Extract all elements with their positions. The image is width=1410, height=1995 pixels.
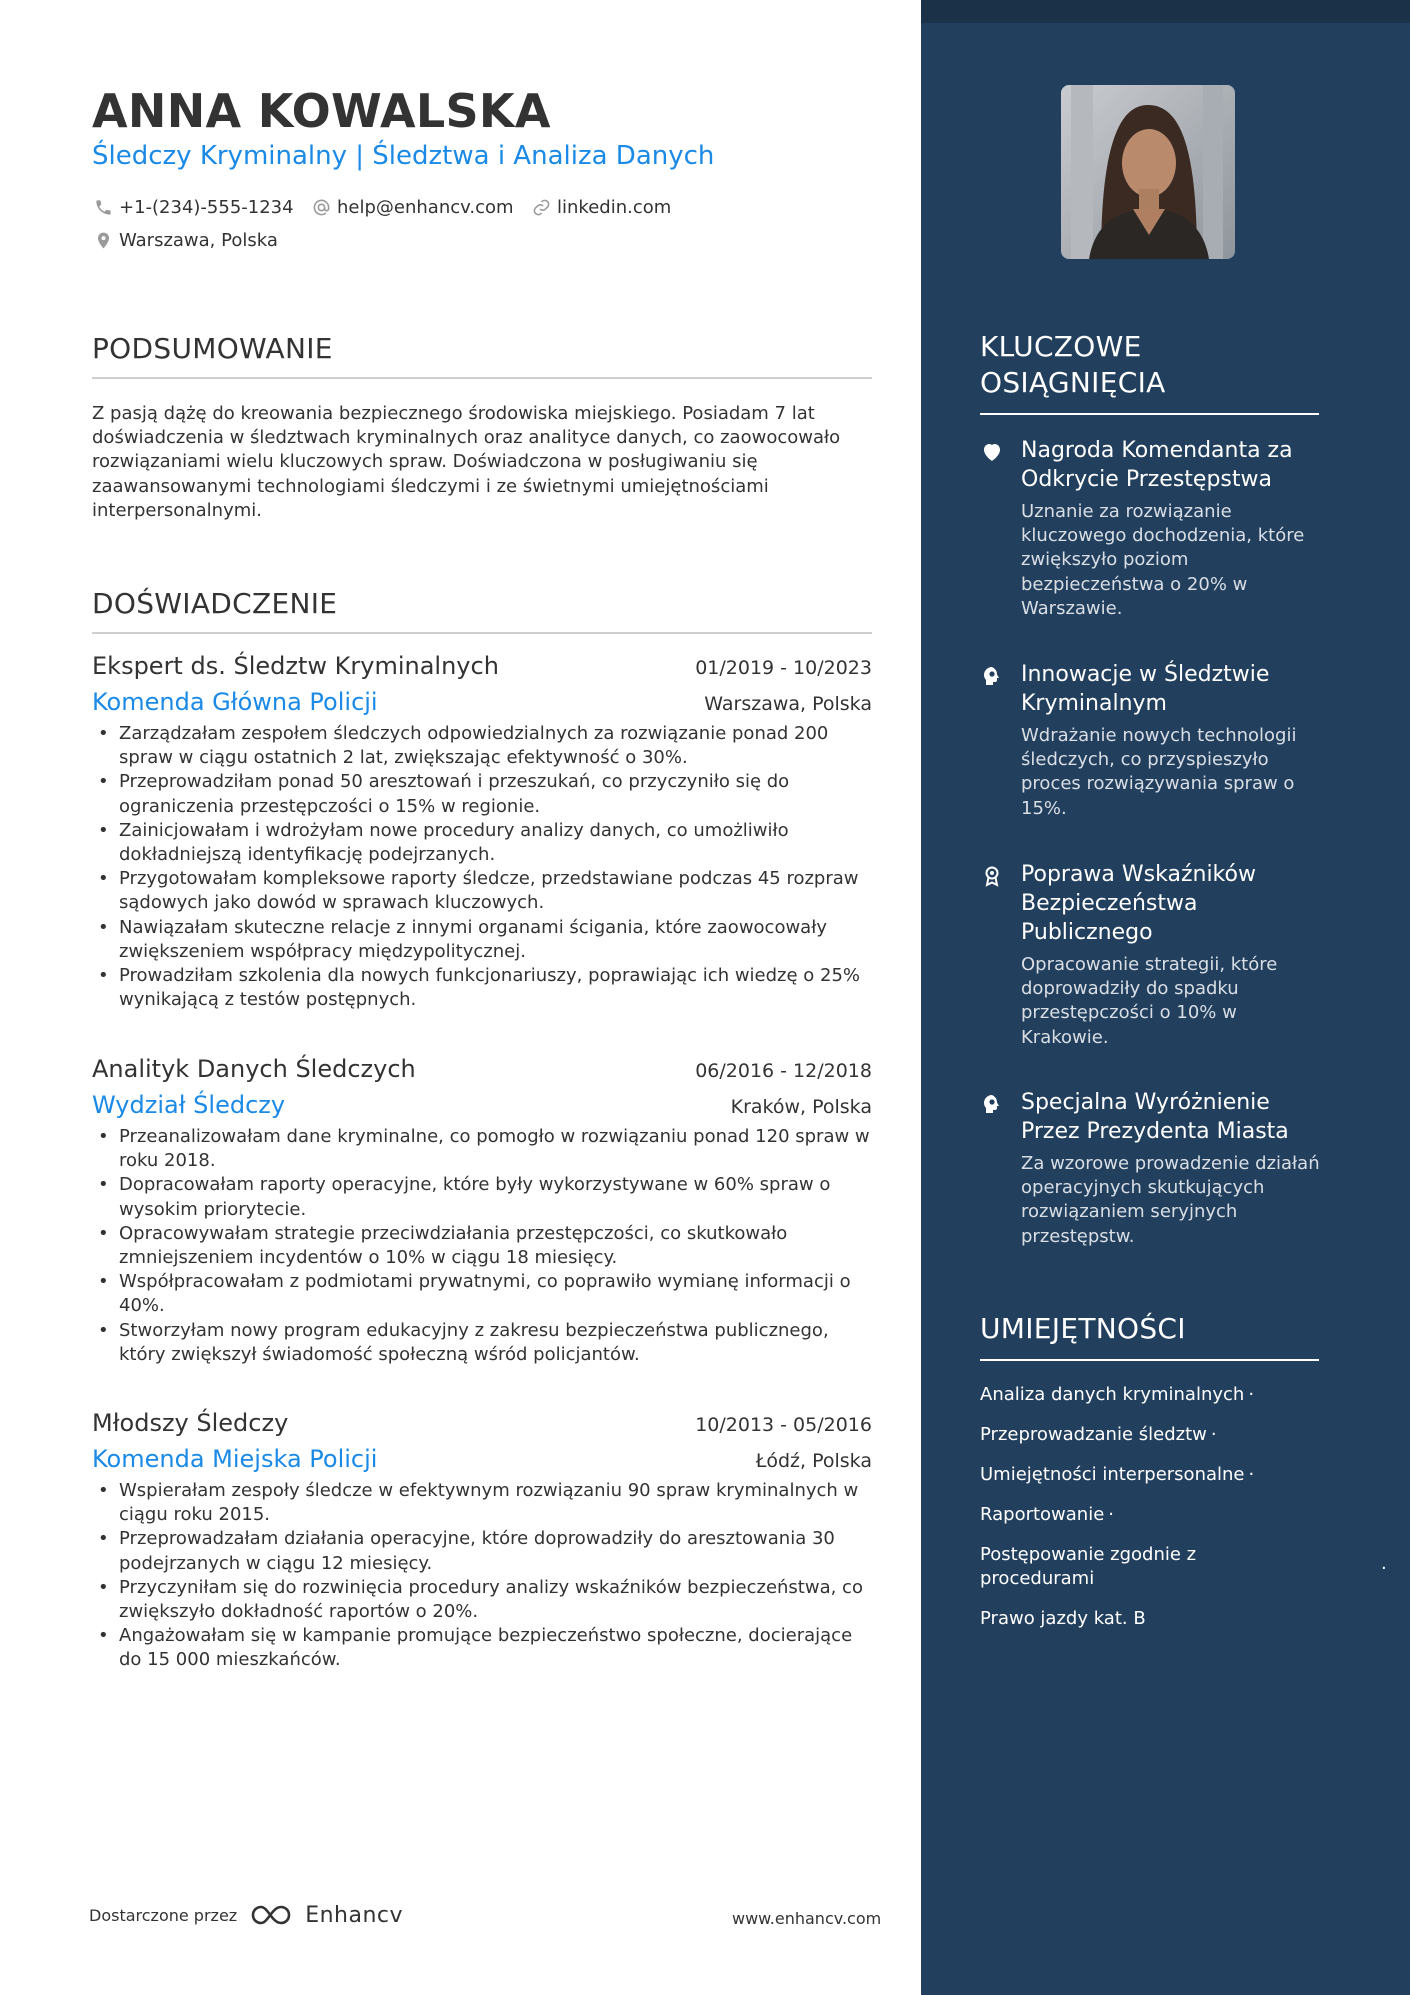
bullet-item: • Opracowywałam strategie przeciwdziałania przestępczości, co skutkowało zmniejszeniem incydentów o 10% w ciągu 18 miesięcy. (92, 1222, 872, 1270)
bullet-item: • Prowadziłam szkolenia dla nowych funkcjonariuszy, poprawiając ich wiedzę o 25% wynikającą z testów postępnych. (92, 964, 872, 1012)
summary-text: Z pasją dążę do kreowania bezpiecznego środowiska miejskiego. Posiadam 7 lat doświadczenia w śledztwach kryminalnych oraz analityce danych, co zaowocowało rozwiązaniami wielu kluczowych spraw. Doświadczona w posługiwaniu się zaawansowanymi technologiami śledczymi i ze świetnymi umiejętnościami interpersonalnymi. (92, 403, 841, 521)
location-text: Warszawa, Polska (119, 230, 278, 251)
at-sign-icon (312, 198, 331, 217)
skill-item (980, 1503, 1320, 1527)
job-dates: 10/2013 - 05/2016 (695, 1414, 872, 1436)
lightbulb-head-icon (980, 1092, 1004, 1116)
achievement-description: Uznanie za rozwiązanie kluczowego dochodzenia, które zwiększyło poziom bezpieczeństwa o 20% w Warszawie. (1021, 501, 1305, 619)
job-entry (92, 652, 872, 1012)
achievement-title: Poprawa Wskaźników Bezpieczeństwa Publicznego (1021, 862, 1256, 945)
bullet-item: • Zainicjowałam i wdrożyłam nowe procedury analizy danych, co umożliwiło dokładniejszą identyfikację podejrzanych. (92, 819, 872, 867)
bullet-item: • Przyczyniłam się do rozwinięcia procedury analizy wskaźników bezpieczeństwa, co zwiększyło dokładność raportów o 20%. (92, 1576, 872, 1624)
skill-label: Raportowanie (980, 1504, 1105, 1525)
skill-separator: · (1108, 1504, 1115, 1525)
email-text[interactable]: help@enhancv.com (337, 197, 514, 218)
award-ribbon-icon (980, 864, 1004, 888)
contact-phone (94, 197, 294, 218)
achievement-item (980, 1088, 1320, 1249)
candidate-title: Śledczy Kryminalny | Śledztwa i Analiza Danych (92, 141, 715, 171)
brand-name[interactable]: Enhancv (305, 1902, 404, 1928)
skill-item (980, 1463, 1320, 1487)
candidate-name: ANNA KOWALSKA (92, 84, 551, 138)
lightbulb-head-icon (980, 664, 1004, 688)
skill-label: Prawo jazdy kat. B (980, 1608, 1146, 1629)
bullet-item: • Angażowałam się w kampanie promujące bezpieczeństwo społeczne, docierające do 15 000 mieszkańców. (92, 1624, 872, 1672)
footer-website[interactable]: www.enhancv.com (732, 1909, 882, 1928)
bullet-item: • Zarządzałam zespołem śledczych odpowiedzialnych za rozwiązanie ponad 200 spraw w ciągu ostatnich 2 lat, zwiększając efektywność o 30%. (92, 722, 872, 770)
achievement-title: Nagroda Komendanta za Odkrycie Przestępstwa (1021, 438, 1293, 492)
bullet-item: • Stworzyłam nowy program edukacyjny z zakresu bezpieczeństwa publicznego, który zwiększył świadomość społeczną wśród policjantów. (92, 1319, 872, 1367)
skill-separator: · (1248, 1464, 1255, 1485)
skill-label: Przeprowadzanie śledztw (980, 1424, 1207, 1445)
job-bullets (92, 1479, 872, 1673)
bullet-item: • Nawiązałam skuteczne relacje z innymi organami ścigania, które zaowocowały zwiększeniem współpracy międzypolitycznej. (92, 916, 872, 964)
achievement-title: Innowacje w Śledztwie Kryminalnym (1021, 662, 1270, 716)
job-location: Warszawa, Polska (704, 693, 872, 715)
bullet-item: • Przeprowadzałam działania operacyjne, które doprowadziły do aresztowania 30 podejrzanych w ciągu 12 miesięcy. (92, 1527, 872, 1575)
skill-separator: · (1381, 1558, 1387, 1579)
contact-linkedin (532, 197, 671, 218)
skill-label: Analiza danych kryminalnych (980, 1384, 1245, 1405)
job-company: Komenda Główna Policji (92, 688, 378, 716)
bullet-item: • Wspierałam zespoły śledcze w efektywnym rozwiązaniu 90 spraw kryminalnych w ciągu roku 2015. (92, 1479, 872, 1527)
link-icon (532, 198, 551, 217)
bullet-item: • Przygotowałam kompleksowe raporty śledcze, przedstawiane podczas 45 rozpraw sądowych jako dowód w sprawach kluczowych. (92, 867, 872, 915)
sidebar (921, 0, 1410, 1995)
location-pin-icon (94, 231, 113, 250)
job-bullets (92, 722, 872, 1012)
contact-location (94, 230, 278, 251)
job-entry (92, 1409, 872, 1673)
enhancv-logo-icon (249, 1902, 297, 1928)
bullet-item: • Przeanalizowałam dane kryminalne, co pomogło w rozwiązaniu ponad 120 spraw w roku 2018. (92, 1125, 872, 1173)
powered-by-text: Dostarczone przez (89, 1905, 238, 1925)
achievement-item (980, 860, 1320, 1050)
job-title: Ekspert ds. Śledztw Kryminalnych (92, 652, 499, 680)
achievement-description: Za wzorowe prowadzenie działań operacyjnych skutkujących rozwiązaniem seryjnych przestępstw. (1021, 1153, 1320, 1247)
achievements-heading: KLUCZOWE OSIĄGNIĘCIA (980, 329, 1319, 415)
job-dates: 01/2019 - 10/2023 (695, 657, 872, 679)
job-company: Komenda Miejska Policji (92, 1445, 378, 1473)
job-location: Kraków, Polska (730, 1096, 872, 1118)
skill-separator: · (1210, 1424, 1217, 1445)
skill-label: Umiejętności interpersonalne (980, 1464, 1245, 1485)
bullet-item: • Współpracowałam z podmiotami prywatnymi, co poprawiło wymianę informacji o 40%. (92, 1270, 872, 1318)
job-entry (92, 1055, 872, 1367)
linkedin-text[interactable]: linkedin.com (557, 197, 672, 218)
achievement-item (980, 660, 1320, 821)
achievement-description: Wdrażanie nowych technologii śledczych, co przyspieszyło proces rozwiązywania spraw o 15%. (1021, 725, 1297, 819)
skills-heading: UMIEJĘTNOŚCI (980, 1311, 1319, 1361)
job-company: Wydział Śledczy (92, 1091, 286, 1119)
profile-photo (1061, 85, 1235, 259)
skill-separator: · (1248, 1384, 1255, 1405)
skill-item (980, 1423, 1320, 1447)
achievement-description: Opracowanie strategii, które doprowadziły do spadku przestępczości o 10% w Krakowie. (1021, 954, 1278, 1048)
achievement-item (980, 436, 1320, 621)
skill-label: Postępowanie zgodnie z procedurami (980, 1544, 1197, 1589)
skills-list (980, 1383, 1387, 1647)
heart-icon (980, 440, 1004, 464)
skill-item (980, 1383, 1320, 1407)
job-bullets (92, 1125, 872, 1367)
experience-heading: DOŚWIADCZENIE (92, 587, 872, 634)
bullet-item: • Przeprowadziłam ponad 50 aresztowań i przeszukań, co przyczyniło się do ograniczenia przestępczości o 15% w regionie. (92, 770, 872, 818)
phone-text[interactable]: +1-(234)-555-1234 (119, 197, 294, 218)
skill-item (980, 1543, 1387, 1591)
job-title: Młodszy Śledczy (92, 1409, 289, 1437)
summary-heading: PODSUMOWANIE (92, 332, 872, 379)
contact-email (312, 197, 514, 218)
sidebar-top-bar (921, 0, 1410, 23)
footer-powered-by (89, 1902, 403, 1928)
bullet-item: • Dopracowałam raporty operacyjne, które były wykorzystywane w 60% spraw o wysokim priorytecie. (92, 1173, 872, 1221)
achievement-title: Specjalna Wyróżnienie Przez Prezydenta Miasta (1021, 1090, 1289, 1144)
job-title: Analityk Danych Śledczych (92, 1055, 416, 1083)
job-dates: 06/2016 - 12/2018 (695, 1060, 872, 1082)
phone-icon (94, 198, 113, 217)
skill-item (980, 1607, 1320, 1631)
job-location: Łódź, Polska (755, 1450, 872, 1472)
